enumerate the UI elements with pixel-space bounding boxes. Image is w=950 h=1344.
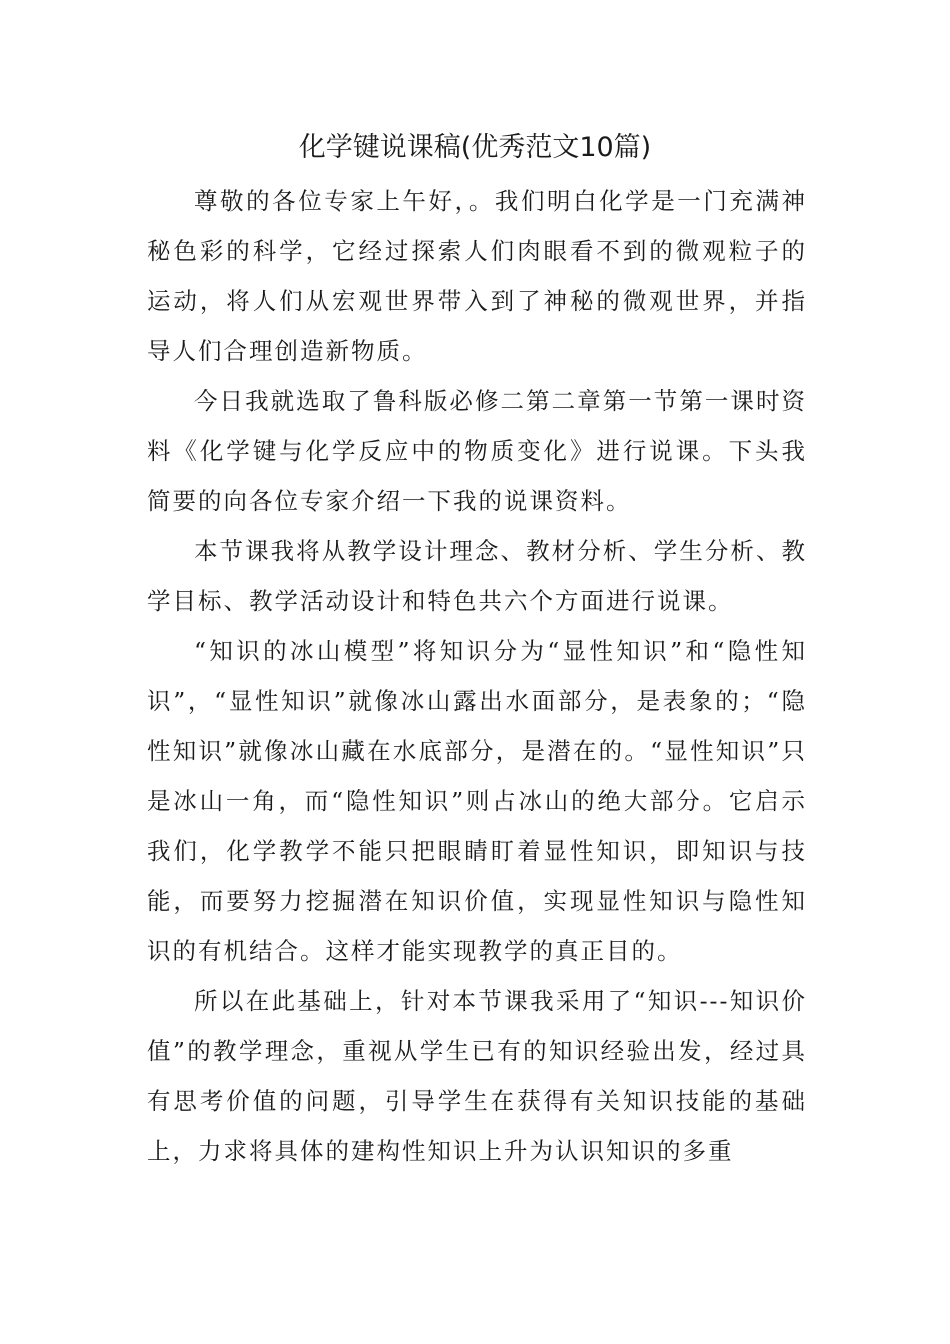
document-body	[147, 176, 807, 1176]
paragraph-greeting: 尊敬的各位专家上午好，。我们明白化学是一门充满神秘色彩的科学，它经过探索人们肉眼看不到的微观粒子的运动，将人们从宏观世界带入到了神秘的微观世界，并指导人们合理创造新物质。	[147, 187, 807, 365]
paragraph-iceberg-model: “知识的冰山模型”将知识分为“显性知识”和“隐性知识”，“显性知识”就像冰山露出水面部分，是表象的；“隐性知识”就像冰山藏在水底部分，是潜在的。“显性知识”只是冰山一角，而“隐性知识”则占冰山的绝大部分。它启示我们，化学教学不能只把眼睛盯着显性知识，即知识与技能，而要努力挖掘潜在知识价值，实现显性知识与隐性知识的有机结合。这样才能实现教学的真正目的。	[147, 637, 807, 965]
paragraph-outline: 本节课我将从教学设计理念、教材分析、学生分析、教学目标、教学活动设计和特色共六个方面进行说课。	[147, 537, 807, 615]
paragraph-lesson-choice: 今日我就选取了鲁科版必修二第二章第一节第一课时资料《化学键与化学反应中的物质变化》进行说课。下头我简要的向各位专家介绍一下我的说课资料。	[147, 387, 807, 515]
document-title: 化学键说课稿(优秀范文10篇)	[298, 132, 652, 163]
paragraph-teaching-concept: 所以在此基础上，针对本节课我采用了“知识---知识价值”的教学理念，重视从学生已有的知识经验出发，经过具有思考价值的问题，引导学生在获得有关知识技能的基础上，力求将具体的建构性知识上升为认识知识的多重	[147, 987, 807, 1165]
